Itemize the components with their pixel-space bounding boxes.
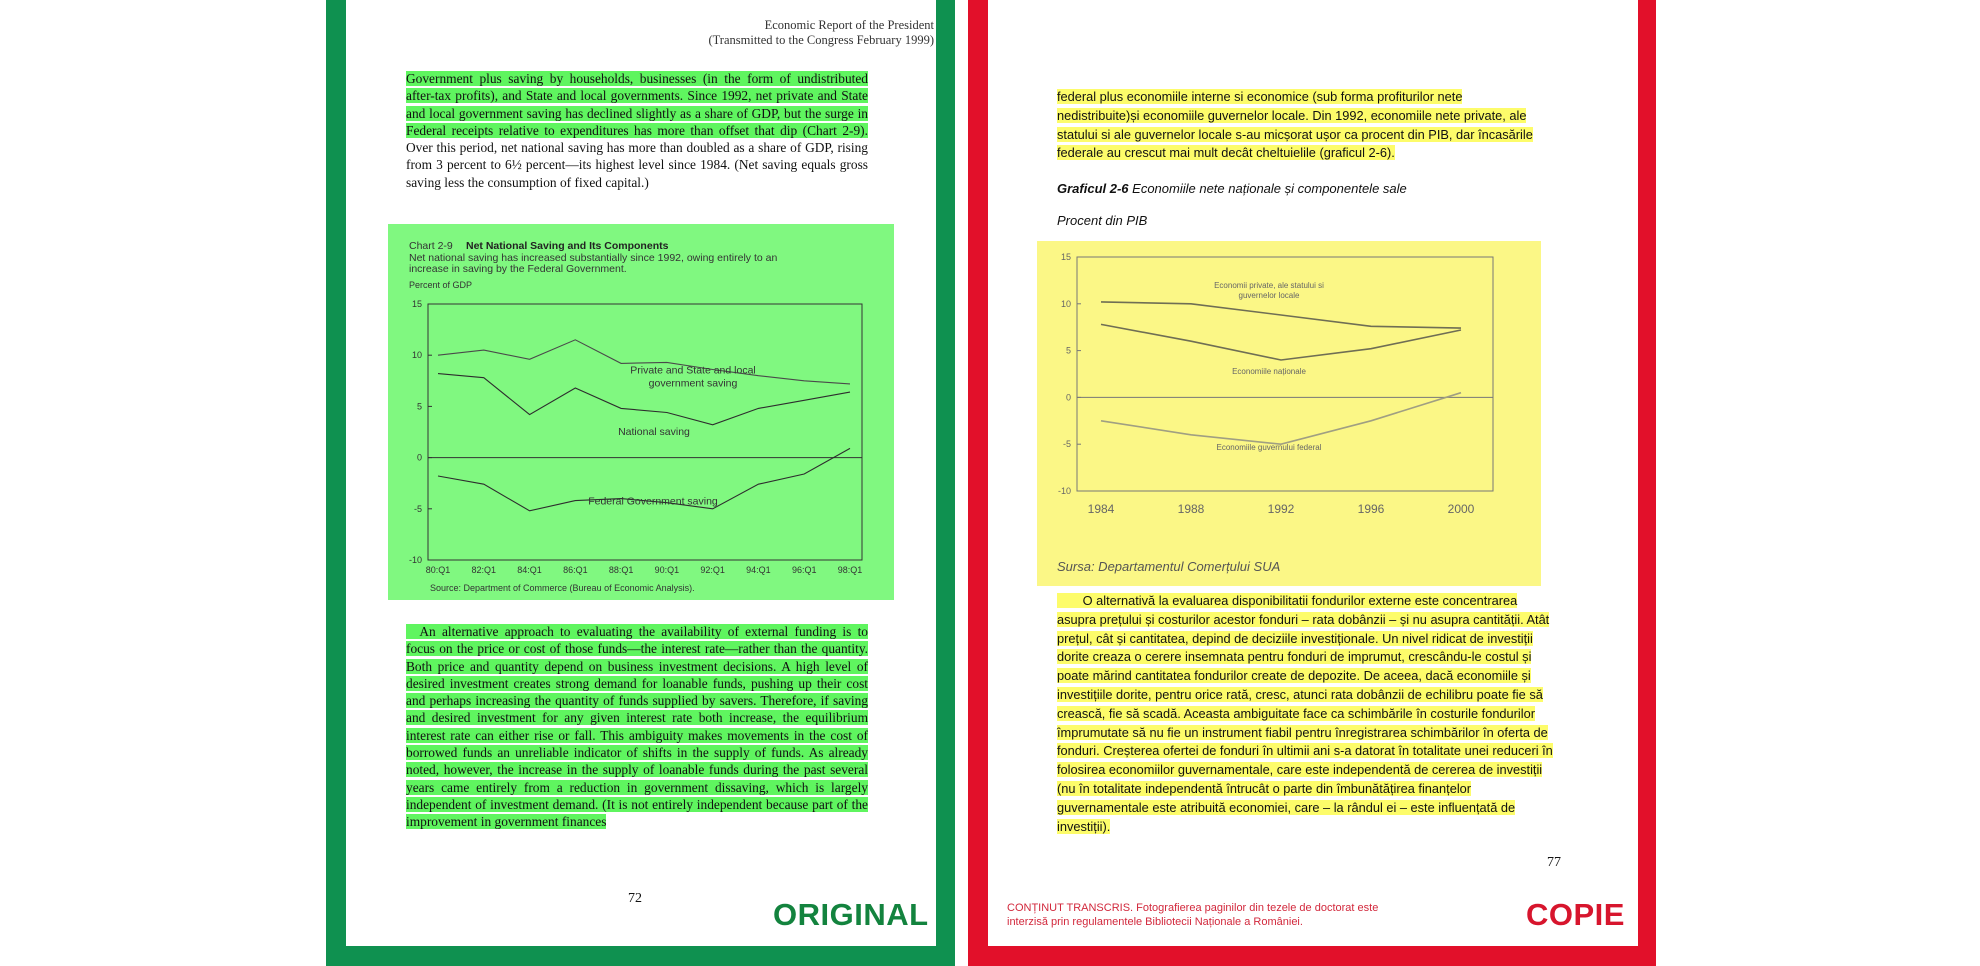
x-tick-label: 86:Q1 — [563, 565, 588, 575]
series-label: government saving — [648, 377, 738, 390]
y-tick-label: 15 — [411, 299, 422, 309]
copy-page-number: 77 — [1547, 855, 1561, 870]
y-tick-label: 5 — [416, 401, 422, 412]
series-label: guvernelor locale — [1238, 290, 1300, 300]
y-tick-label: 15 — [1060, 252, 1071, 262]
report-subtitle: (Transmitted to the Congress February 1999) — [708, 33, 934, 47]
chart-title: Net National Saving and Its Components — [466, 240, 669, 252]
copy-paragraph-1: federal plus economiile interne si economice (sub forma profiturilor nete nedistribuite)și economiile guvernelor locale. Din 1992, economiile nete private, ale statului si ale guvernelor locale s-au micșorat ușor ca procent din PIB, dar încasările federale au crescut mai mult decât cheltuielile (graficul 2-6). — [1057, 89, 1533, 161]
y-tick-label: -5 — [1062, 439, 1071, 450]
report-header — [620, 18, 934, 48]
x-tick-label: 90:Q1 — [654, 565, 680, 575]
x-tick-label: 1988 — [1177, 502, 1205, 516]
copy-chart — [1037, 241, 1541, 586]
copy-chart-unit: Procent din PIB — [1057, 213, 1148, 228]
report-title: Economic Report of the President — [764, 18, 934, 32]
copy-plot-area — [1058, 252, 1493, 516]
highlighted-text: An alternative approach to evaluating the availability of external funding is to focus on the price or cost of those funds—the interest rate—rather than the quantity. Both price and quantity depend on business investment decisions. A high level of desired investment creates strong demand for loanable funds, pushing up their cost and perhaps increasing the quantity of funds supplied by savers. Therefore, if saving and desired investment for any given interest rate both increase, the equilibrium interest rate can either rise or fall. This ambiguity makes movements in the cost of borrowed funds an unreliable indicator of shifts in the supply of funds. As already noted, however, the increase in the supply of loanable funds during the past several years came entirely from a reduction in government dissaving, which is largely independent of investment demand. (It is not entirely independent because part of the improvement in government finances — [406, 624, 868, 830]
y-axis-label: Percent of GDP — [409, 280, 473, 290]
copy-paragraph-2: O alternativă la evaluarea disponibilitatii fondurilor externe este concentrarea asupra prețului și costurilor acestor fonduri – rata dobânzii – și nu asupra cantității. Atât prețul, cât și cantitatea, depind de deciziile investiționale. Un nivel ridicat de investiții dorite creaza o cerere insemnata pentru fonduri de imprumut, crescându-le costul și poate mărind cantitatea fondurilor create de depozite. De aceea, dacă economiile și investițiile dorite, pentru orice rată, cresc, atunci rata dobânzii de echilibru poate fie să crească, fie să scadă. Aceasta ambiguitate face ca schimbările în costurile fondurilor împrumutate să nu fie un instrument fiabil pentru înregistrarea schimbărilor în oferta de fonduri. Creșterea ofertei de fonduri în ultimii ani s-a datorat în totalitate unei reduceri în folosirea economiilor guvernamentale, care este independentă de cererea de investiții (nu în totalitate independentă întrucât o parte din îmbunătățirea finanțelor guvernamentale este atribuită economiei, care – la rândul ei – este influențată de investiții). — [1057, 593, 1553, 834]
original-chart — [388, 224, 894, 600]
y-tick-label: 10 — [1060, 298, 1071, 309]
y-tick-label: 10 — [411, 350, 422, 361]
series-label: National saving — [618, 426, 690, 439]
x-tick-label: 94:Q1 — [746, 565, 771, 575]
copy-stamp: COPIE — [1526, 897, 1625, 932]
series-line — [1101, 324, 1461, 360]
x-tick-label: 92:Q1 — [700, 565, 725, 575]
series-line — [438, 340, 850, 384]
series-label: Economiile naționale — [1232, 367, 1306, 376]
x-tick-label: 82:Q1 — [471, 565, 497, 575]
chart-subtitle-1: Net national saving has increased substantially since 1992, owing entirely to an — [409, 252, 778, 264]
y-tick-label: -10 — [1057, 486, 1071, 496]
original-paragraph-2 — [406, 623, 868, 831]
y-tick-label: -5 — [413, 503, 422, 514]
series-line — [1101, 302, 1461, 328]
x-tick-label: 96:Q1 — [791, 565, 817, 575]
chart-label: Chart 2-9 — [409, 240, 453, 252]
x-tick-label: 84:Q1 — [517, 565, 542, 575]
copy-chart-source: Sursa: Departamentul Comerțului SUA — [1057, 559, 1281, 574]
y-tick-label: 0 — [1065, 392, 1071, 403]
x-tick-label: 1984 — [1087, 502, 1115, 516]
y-tick-label: 5 — [1065, 345, 1071, 356]
series-line — [1101, 393, 1461, 445]
original-paragraph-1 — [406, 70, 868, 191]
chart-source: Source: Department of Commerce (Bureau of Economic Analysis). — [430, 583, 695, 593]
original-plot-area — [409, 299, 862, 575]
series-label: Economii private, ale statului si — [1214, 280, 1324, 290]
series-label: Economiile guvernului federal — [1216, 442, 1322, 452]
series-label: Private and State and local — [630, 364, 756, 377]
y-tick-label: -10 — [408, 555, 422, 565]
highlighted-text: Government plus saving by households, businesses (in the form of undistributed after-tax profits), and State and local governments. Since 1992, net private and State and local government saving has declined slightly as a share of GDP, but the surge in Federal receipts relative to expenditures has more than offset that dip (Chart 2-9). — [406, 71, 868, 138]
x-tick-label: 2000 — [1447, 502, 1475, 516]
plain-text: Over this period, net national saving has more than doubled as a share of GDP, rising from 3 percent to 6½ percent—its highest level since 1984. (Net saving equals gross saving less the consumption of fixed capital.) — [406, 140, 868, 190]
page-number: 72 — [628, 891, 642, 906]
chart-subtitle-2: increase in saving by the Federal Government. — [409, 263, 627, 275]
original-stamp: ORIGINAL — [773, 897, 929, 932]
x-tick-label: 98:Q1 — [837, 565, 863, 575]
x-tick-label: 88:Q1 — [608, 565, 634, 575]
series-label: Federal Government saving — [588, 495, 718, 508]
x-tick-label: 1992 — [1267, 502, 1295, 516]
x-tick-label: 80:Q1 — [425, 565, 451, 575]
y-tick-label: 0 — [416, 452, 422, 463]
copyright-notice: CONȚINUT TRANSCRIS. Fotografierea paginilor din tezele de doctorat este interzisă prin regulamentele Bibliotecii Naționale a României. — [1007, 902, 1379, 928]
copy-chart-caption: Graficul 2-6 Economiile nete naționale și componentele sale — [1057, 181, 1407, 196]
series-line — [438, 374, 850, 425]
x-tick-label: 1996 — [1357, 502, 1385, 516]
